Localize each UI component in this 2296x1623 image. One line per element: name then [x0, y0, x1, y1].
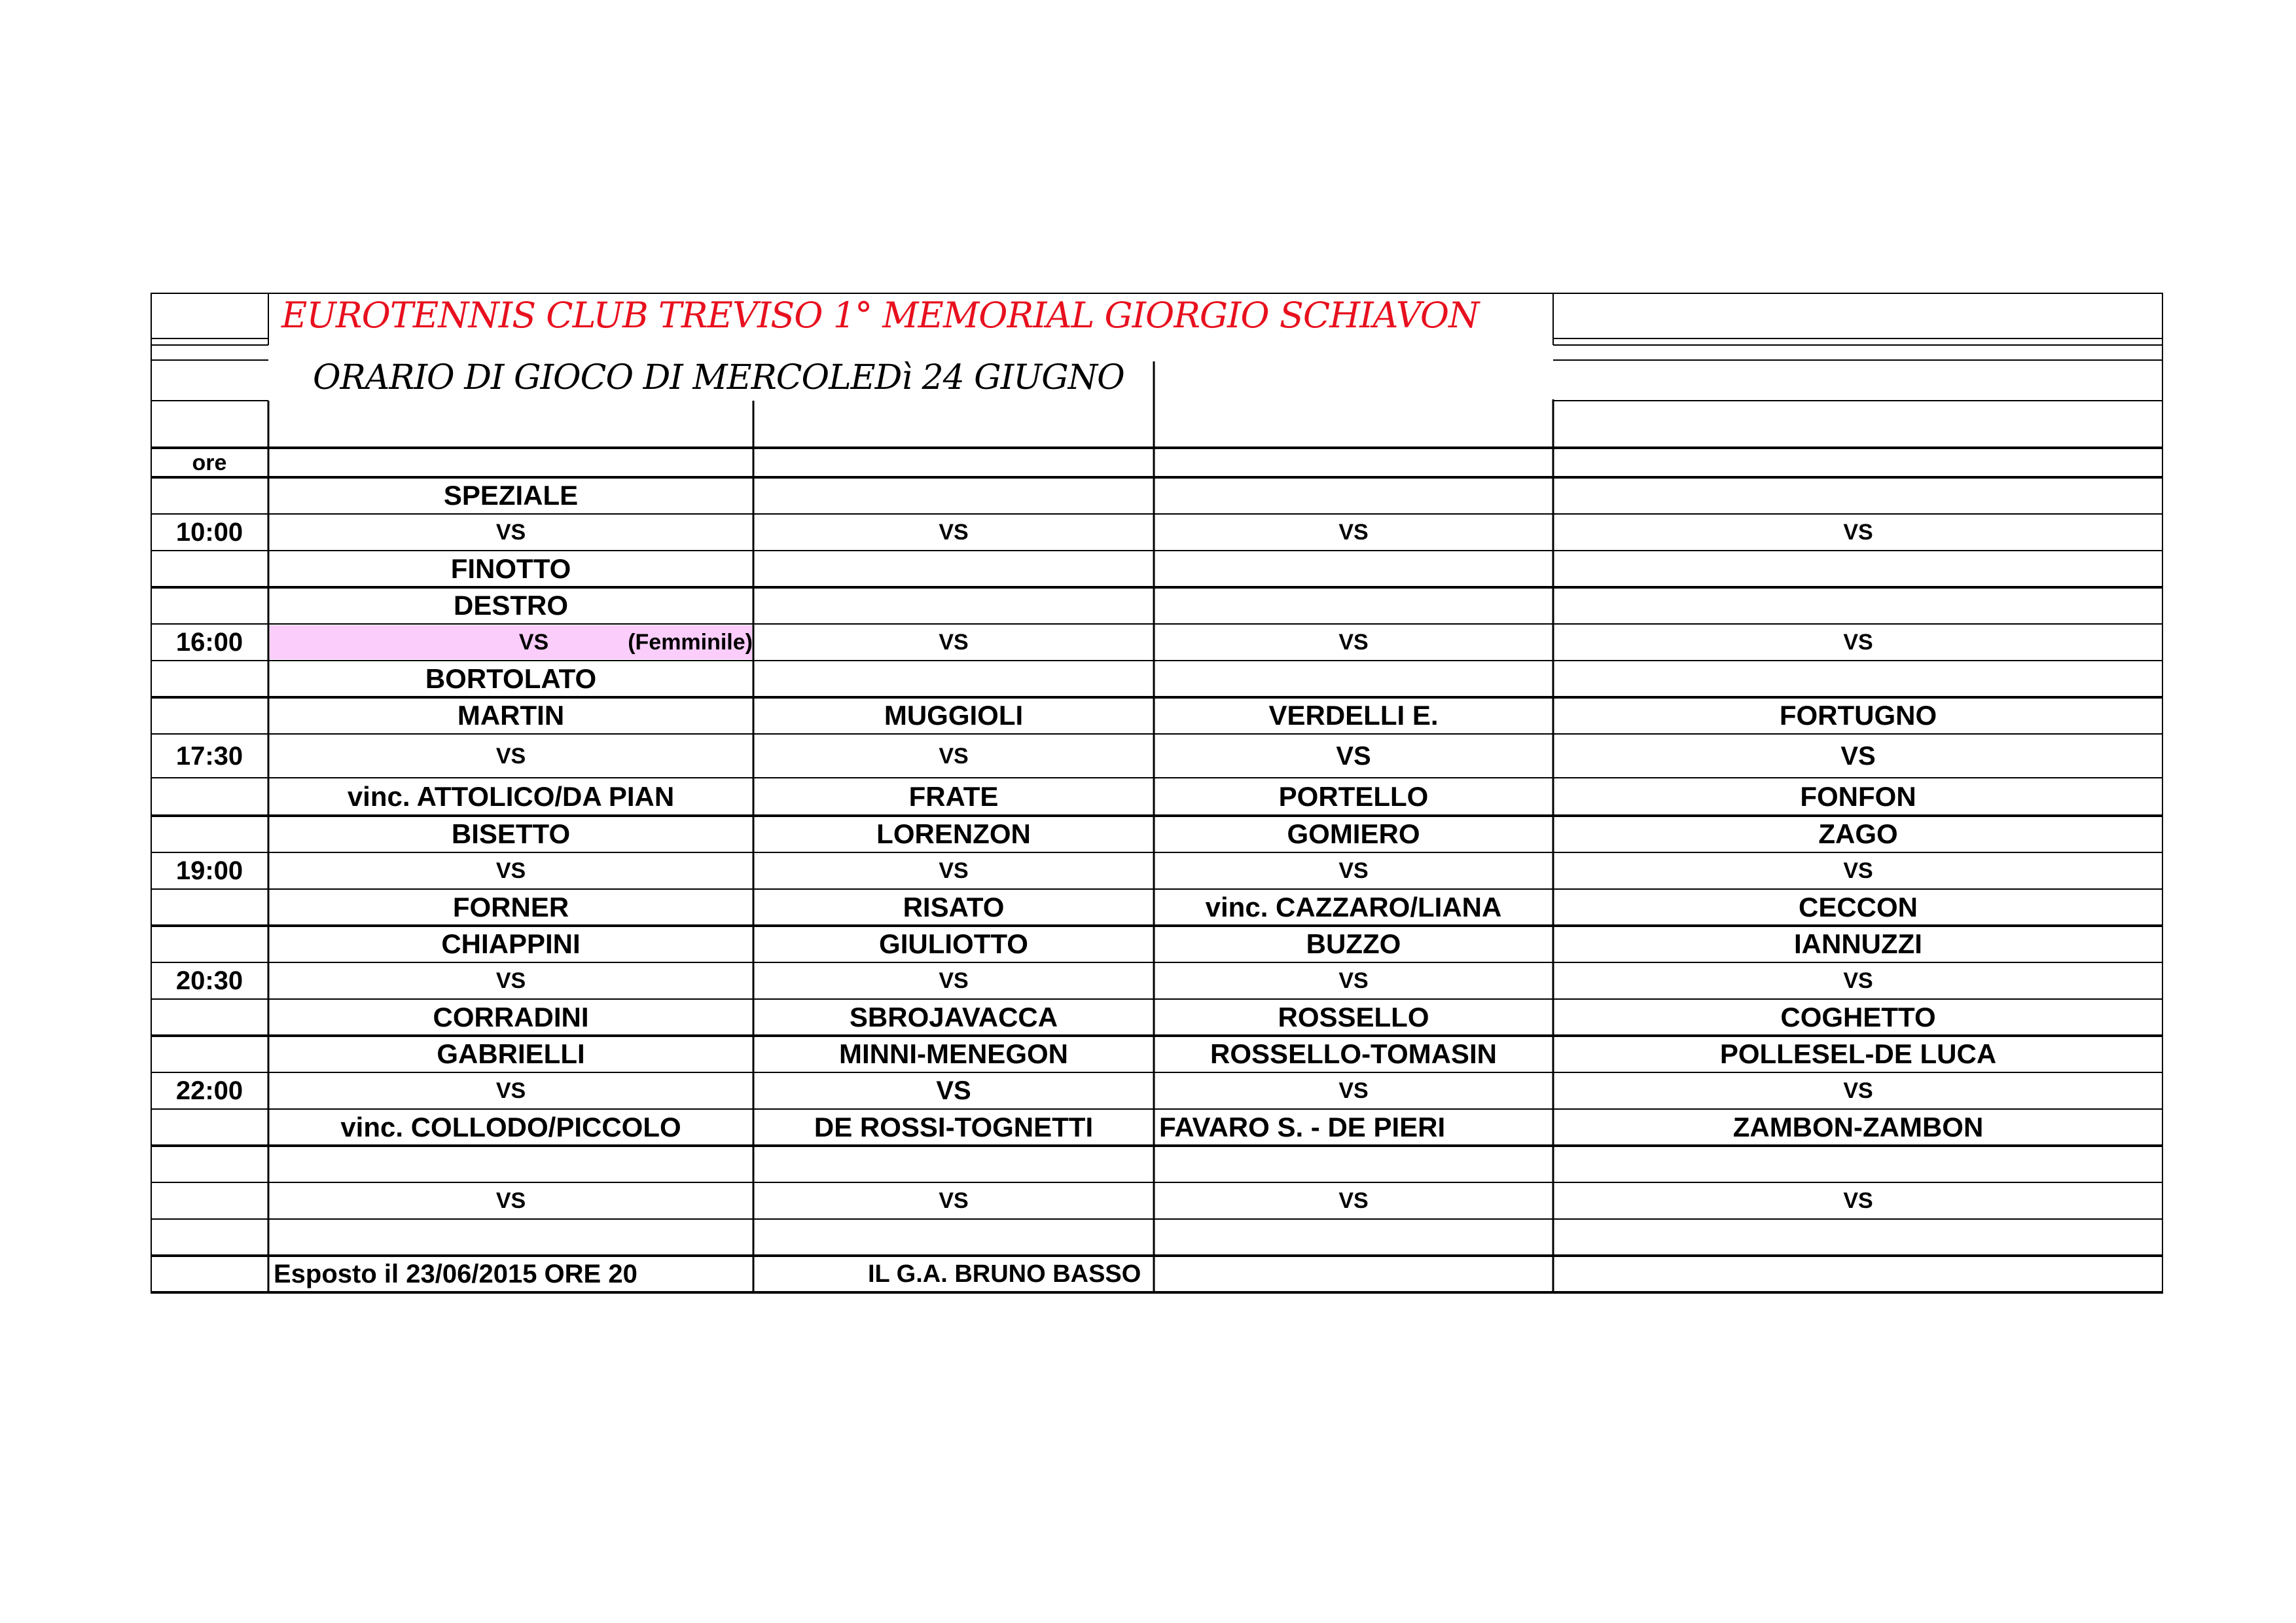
versus-label: VS — [939, 1188, 969, 1213]
femminile-note: (Femminile) — [628, 630, 753, 655]
player-bottom: BORTOLATO — [425, 663, 597, 694]
player-bottom: FONFON — [1800, 781, 1916, 812]
player-bottom: PORTELLO — [1278, 781, 1429, 812]
versus-label: VS — [1336, 741, 1371, 771]
time-slot-label: 16:00 — [175, 628, 243, 657]
player-top: LORENZON — [876, 818, 1031, 849]
versus-label: VS — [518, 630, 549, 655]
versus-label: VS — [1338, 630, 1369, 655]
player-top: BISETTO — [451, 818, 571, 849]
time-slot-label: 20:30 — [175, 966, 243, 995]
player-top: MARTIN — [457, 700, 565, 731]
player-bottom: vinc. ATTOLICO/DA PIAN — [347, 781, 675, 812]
versus-label: VS — [1843, 520, 1873, 545]
schedule-subtitle: ORARIO DI GIOCO DI MERCOLEDì 24 GIUGNO — [313, 358, 1124, 397]
versus-label: VS — [939, 743, 969, 769]
time-slot-label: 10:00 — [175, 518, 243, 547]
player-bottom: FINOTTO — [450, 553, 571, 584]
player-top: DESTRO — [453, 590, 568, 621]
versus-label: VS — [495, 1188, 526, 1213]
player-bottom: FAVARO S. - DE PIERI — [1159, 1112, 1446, 1142]
versus-label: VS — [1338, 1188, 1369, 1213]
versus-label: VS — [1338, 968, 1369, 993]
player-bottom: CORRADINI — [433, 1002, 589, 1032]
versus-label: VS — [1843, 1078, 1873, 1103]
player-top: FORTUGNO — [1779, 700, 1937, 731]
time-slot-label: 22:00 — [175, 1076, 243, 1105]
time-slot-label: 17:30 — [175, 741, 243, 771]
player-bottom: COGHETTO — [1780, 1002, 1936, 1032]
versus-label: VS — [1840, 741, 1876, 771]
player-bottom: FORNER — [452, 892, 569, 922]
versus-label: VS — [495, 743, 526, 769]
versus-label: VS — [495, 858, 526, 883]
versus-label: VS — [939, 520, 969, 545]
hour-column-header: ore — [192, 450, 227, 475]
schedule-sheet — [151, 293, 2163, 1342]
player-top: MUGGIOLI — [884, 700, 1024, 731]
versus-label: VS — [1338, 1078, 1369, 1103]
tournament-title: EUROTENNIS CLUB TREVISO 1° MEMORIAL GIORGIO SCHIAVON — [281, 295, 1479, 336]
player-bottom: ROSSELLO — [1278, 1002, 1429, 1032]
versus-label: VS — [1843, 968, 1873, 993]
signature: IL G.A. BRUNO BASSO — [868, 1260, 1141, 1288]
versus-label: VS — [939, 968, 969, 993]
player-top: VERDELLI E. — [1268, 700, 1439, 731]
versus-label: VS — [495, 520, 526, 545]
player-top: GOMIERO — [1287, 818, 1420, 849]
player-bottom: CECCON — [1798, 892, 1918, 922]
player-top: IANNUZZI — [1794, 928, 1922, 959]
player-top: GABRIELLI — [437, 1038, 585, 1069]
versus-label: VS — [1338, 520, 1369, 545]
player-top: BUZZO — [1306, 928, 1401, 959]
player-bottom: ZAMBON-ZAMBON — [1732, 1112, 1984, 1142]
versus-label: VS — [1843, 630, 1873, 655]
player-bottom: vinc. COLLODO/PICCOLO — [340, 1112, 681, 1142]
versus-label: VS — [1843, 1188, 1873, 1213]
player-top: POLLESEL-DE LUCA — [1719, 1038, 1997, 1069]
player-top: GIULIOTTO — [879, 928, 1028, 959]
player-bottom: vinc. CAZZARO/LIANA — [1205, 892, 1502, 922]
player-top: CHIAPPINI — [441, 928, 581, 959]
posted-date: Esposto il 23/06/2015 ORE 20 — [274, 1260, 637, 1288]
player-top: ROSSELLO-TOMASIN — [1210, 1038, 1497, 1069]
player-top: MINNI-MENEGON — [839, 1038, 1068, 1069]
versus-label: VS — [1338, 858, 1369, 883]
versus-label: VS — [939, 630, 969, 655]
versus-label: VS — [1843, 858, 1873, 883]
player-bottom: RISATO — [903, 892, 1005, 922]
player-top: SPEZIALE — [443, 480, 579, 511]
player-bottom: SBROJAVACCA — [849, 1002, 1058, 1032]
player-bottom: DE ROSSI-TOGNETTI — [814, 1112, 1094, 1142]
player-top: ZAGO — [1818, 818, 1898, 849]
versus-label: VS — [939, 858, 969, 883]
versus-label: VS — [495, 1078, 526, 1103]
player-bottom: FRATE — [908, 781, 999, 812]
time-slot-label: 19:00 — [175, 856, 243, 885]
versus-label: VS — [495, 968, 526, 993]
versus-label: VS — [936, 1076, 971, 1105]
